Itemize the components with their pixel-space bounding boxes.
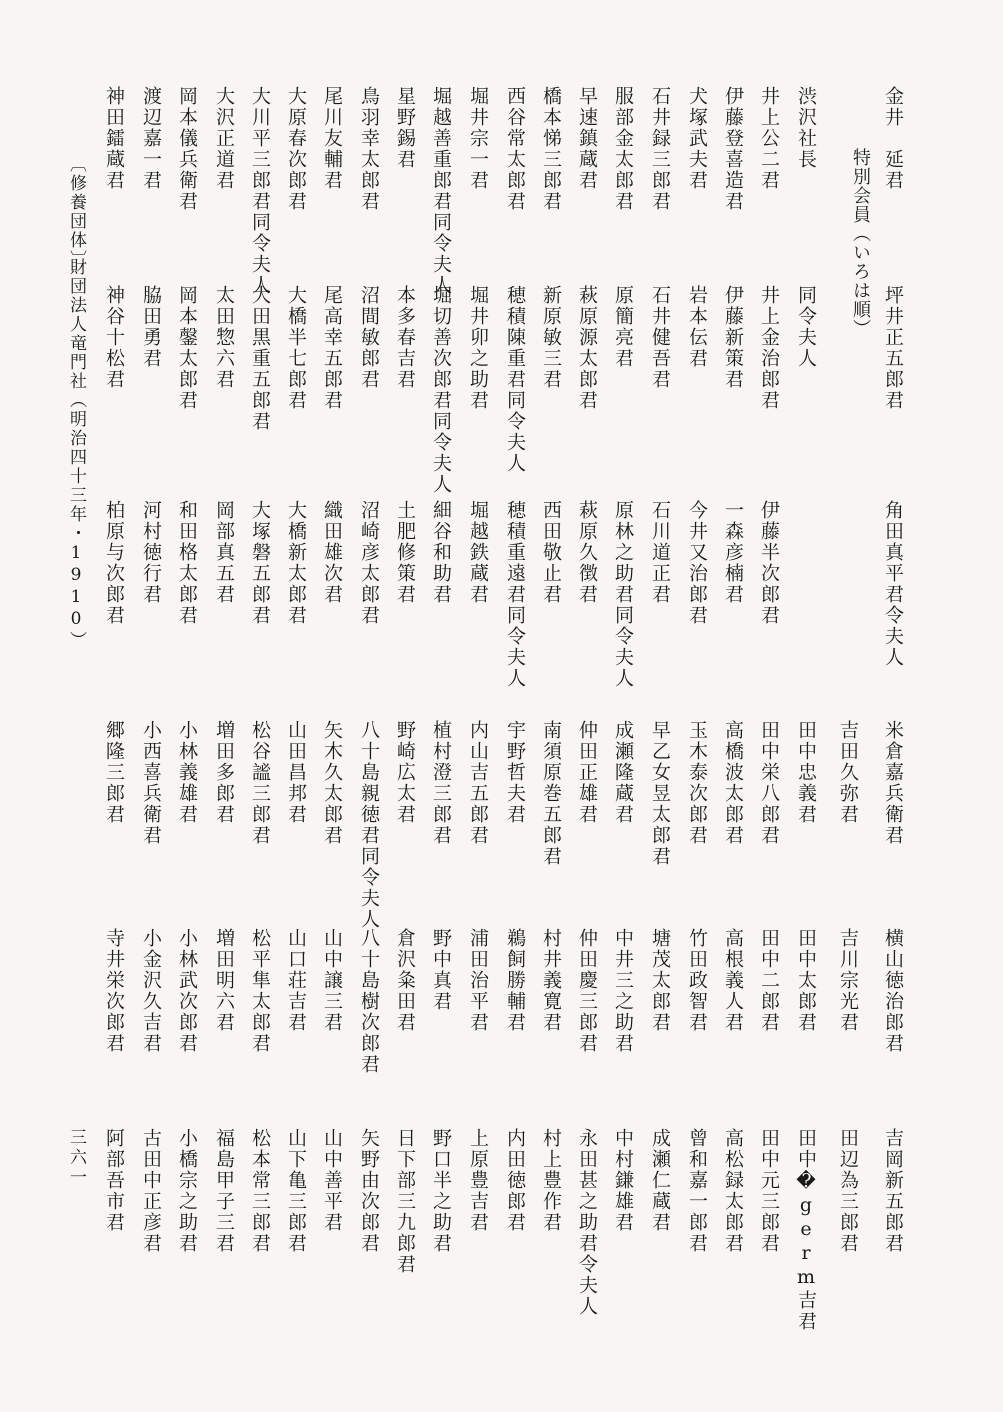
bottom-name-entry: 早乙女昱太郎君: [649, 720, 671, 867]
bottom-name-entry: 矢木久太郎君: [321, 720, 343, 846]
top-name-entry: 大田黒重五郎君: [249, 285, 271, 432]
top-name-entry: 柏原与次郎君: [103, 500, 125, 626]
top-name-entry: 穂積重遠君同令夫人: [504, 500, 526, 689]
top-name-entry: 岩本伝君: [686, 285, 708, 369]
bottom-name-entry: 小林義雄君: [176, 720, 198, 825]
bottom-name-entry: 曾和嘉一郎君: [686, 1128, 708, 1254]
bottom-name-entry: 米倉嘉兵衛君: [882, 720, 904, 846]
bottom-name-entry: 南須原巻五郎君: [540, 720, 562, 867]
bottom-name-entry: 小金沢久吉君: [140, 928, 162, 1054]
top-name-entry: 神谷十松君: [103, 285, 125, 390]
bottom-name-entry: 吉田久弥君: [837, 720, 859, 825]
bottom-name-entry: 野口半之助君: [430, 1128, 452, 1254]
top-name-entry: 角田真平君令夫人: [882, 500, 904, 668]
top-name-entry: 尾高幸五郎君: [321, 285, 343, 411]
top-name-entry: 土肥修策君: [394, 500, 416, 605]
bottom-name-entry: 松本常三郎君: [249, 1128, 271, 1254]
bottom-name-entry: 小西喜兵衛君: [140, 720, 162, 846]
top-name-entry: 伊藤半次郎君: [758, 500, 780, 626]
bottom-name-entry: 日下部三九郎君: [394, 1128, 416, 1275]
bottom-name-entry: 高根義人君: [722, 928, 744, 1033]
top-name-entry: 服部金太郎君: [612, 86, 634, 212]
top-name-entry: 沼間敏郎君: [358, 285, 380, 390]
bottom-name-entry: 阿部吾市君: [103, 1128, 125, 1233]
top-name-entry: 渋沢社長: [795, 86, 817, 170]
top-name-entry: 本多春吉君: [394, 285, 416, 390]
top-name-entry: 犬塚武夫君: [686, 86, 708, 191]
bottom-name-entry: 松谷謐三郎君: [249, 720, 271, 846]
bottom-name-entry: 永田甚之助君令夫人: [576, 1128, 598, 1317]
top-name-entry: 原林之助君同令夫人: [612, 500, 634, 689]
top-name-entry: 堀越善重郎君同令夫人: [430, 86, 452, 296]
top-name-entry: 萩原源太郎君: [576, 285, 598, 411]
bottom-name-entry: 中村鎌雄君: [612, 1128, 634, 1233]
top-name-entry: 大塚磐五郎君: [249, 500, 271, 626]
top-name-entry: 坪井正五郎君: [882, 285, 904, 411]
top-name-entry: 沼崎彦太郎君: [358, 500, 380, 626]
top-name-entry: 大川平三郎君同令夫人: [249, 86, 271, 296]
top-name-entry: 同令夫人: [795, 285, 817, 369]
top-name-entry: 大沢正道君: [213, 86, 235, 191]
top-name-entry: 太田惣六君: [213, 285, 235, 390]
top-name-entry: 石井録三郎君: [649, 86, 671, 212]
top-name-entry: 星野錫君: [394, 86, 416, 170]
top-name-entry: 脇田勇君: [140, 285, 162, 369]
bottom-name-entry: 高松録太郎君: [722, 1128, 744, 1254]
bottom-name-entry: 田中忠義君: [795, 720, 817, 825]
bottom-name-entry: 塘茂太郎君: [649, 928, 671, 1033]
top-name-entry: 堀井宗一君: [467, 86, 489, 191]
bottom-name-entry: 村井義寛君: [540, 928, 562, 1033]
bottom-name-entry: 古田中正彦君: [140, 1128, 162, 1254]
top-name-entry: 渡辺嘉一君: [140, 86, 162, 191]
bottom-name-entry: 山中善平君: [321, 1128, 343, 1233]
top-name-entry: 新原敏三君: [540, 285, 562, 390]
bottom-name-entry: 寺井栄次郎君: [103, 928, 125, 1054]
top-name-entry: 鳥羽幸太郎君: [358, 86, 380, 212]
top-name-entry: 萩原久徴君: [576, 500, 598, 605]
bottom-name-entry: 福島甲子三君: [213, 1128, 235, 1254]
page-number: 三六一: [66, 1128, 86, 1188]
bottom-name-entry: 浦田治平君: [467, 928, 489, 1033]
bottom-name-entry: 田中太郎君: [795, 928, 817, 1033]
footer-category: 〔修養団体〕: [66, 155, 86, 269]
bottom-name-entry: 小林武次郎君: [176, 928, 198, 1054]
top-name-entry: 大原春次郎君: [285, 86, 307, 212]
top-name-entry: 石川道正君: [649, 500, 671, 605]
bottom-name-entry: 山中譲三君: [321, 928, 343, 1033]
bottom-name-entry: 山下亀三郎君: [285, 1128, 307, 1254]
top-name-entry: 石井健吾君: [649, 285, 671, 390]
top-name-entry: 堀井卯之助君: [467, 285, 489, 411]
bottom-name-entry: 中井三之助君: [612, 928, 634, 1054]
top-name-entry: 金井 延君: [882, 86, 904, 191]
bottom-name-entry: 成瀬隆蔵君: [612, 720, 634, 825]
bottom-name-entry: 成瀬仁蔵君: [649, 1128, 671, 1233]
bottom-name-entry: 植村澄三郎君: [430, 720, 452, 846]
bottom-name-entry: 小橋宗之助君: [176, 1128, 198, 1254]
top-name-entry: 早速鎮蔵君: [576, 86, 598, 191]
bottom-name-entry: 山口荘吉君: [285, 928, 307, 1033]
top-name-entry: 穂積陳重君同令夫人: [504, 285, 526, 474]
bottom-name-entry: 宇野哲夫君: [504, 720, 526, 825]
top-name-entry: 和田格太郎君: [176, 500, 198, 626]
bottom-name-entry: 田中�germ吉君: [795, 1128, 817, 1332]
bottom-name-entry: 内山吉五郎君: [467, 720, 489, 846]
top-name-entry: 伊藤新策君: [722, 285, 744, 390]
bottom-name-entry: 田中二郎君: [758, 928, 780, 1033]
bottom-name-entry: 内田徳郎君: [504, 1128, 526, 1233]
bottom-name-entry: 八十島樹次郎君: [358, 928, 380, 1075]
bottom-name-entry: 仲田慶三郎君: [576, 928, 598, 1054]
bottom-name-entry: 田辺為三郎君: [837, 1128, 859, 1254]
top-name-entry: 西谷常太郎君: [504, 86, 526, 212]
top-name-entry: 大橋半七郎君: [285, 285, 307, 411]
top-name-entry: 織田雄次君: [321, 500, 343, 605]
top-name-entry: 岡部真五君: [213, 500, 235, 605]
top-name-entry: 原簡亮君: [612, 285, 634, 369]
top-name-entry: 一森彦楠君: [722, 500, 744, 605]
bottom-name-entry: 山田昌邦君: [285, 720, 307, 825]
footer-organization: 財団法人竜門社（明治四十三年・1910）: [66, 258, 86, 650]
bottom-name-entry: 吉岡新五郎君: [882, 1128, 904, 1254]
top-name-entry: 尾川友輔君: [321, 86, 343, 191]
bottom-name-entry: 鵜飼勝輔君: [504, 928, 526, 1033]
top-name-entry: 岡本鏧太郎君: [176, 285, 198, 411]
bottom-name-entry: 松平隼太郎君: [249, 928, 271, 1054]
top-name-entry: 西田敬止君: [540, 500, 562, 605]
bottom-name-entry: 吉川宗光君: [837, 928, 859, 1033]
top-name-entry: 井上公二君: [758, 86, 780, 191]
top-name-entry: 細谷和助君: [430, 500, 452, 605]
bottom-name-entry: 増田明六君: [213, 928, 235, 1033]
top-name-entry: 大橋新太郎君: [285, 500, 307, 626]
bottom-name-entry: 倉沢粂田君: [394, 928, 416, 1033]
bottom-name-entry: 田中栄八郎君: [758, 720, 780, 846]
bottom-name-entry: 上原豊吉君: [467, 1128, 489, 1233]
top-name-entry: 河村徳行君: [140, 500, 162, 605]
bottom-name-entry: 村上豊作君: [540, 1128, 562, 1233]
bottom-name-entry: 矢野由次郎君: [358, 1128, 380, 1254]
bottom-name-entry: 増田多郎君: [213, 720, 235, 825]
bottom-name-entry: 八十島親徳君同令夫人: [358, 720, 380, 930]
bottom-name-entry: 郷隆三郎君: [103, 720, 125, 825]
top-name-entry: 井上金治郎君: [758, 285, 780, 411]
top-name-entry: 伊藤登喜造君: [722, 86, 744, 212]
bottom-name-entry: 仲田正雄君: [576, 720, 598, 825]
top-name-entry: 今井又治郎君: [686, 500, 708, 626]
bottom-name-entry: 玉木泰次郎君: [686, 720, 708, 846]
top-name-entry: 神田鐳蔵君: [103, 86, 125, 191]
section-header: 特別会員（いろは順）: [850, 148, 871, 338]
top-name-entry: 堀切善次郎君同令夫人: [430, 285, 452, 495]
bottom-name-entry: 野中真君: [430, 928, 452, 1012]
top-name-entry: 岡本儀兵衛君: [176, 86, 198, 212]
bottom-name-entry: 横山徳治郎君: [882, 928, 904, 1054]
bottom-name-entry: 野崎広太君: [394, 720, 416, 825]
bottom-name-entry: 竹田政智君: [686, 928, 708, 1033]
bottom-name-entry: 田中元三郎君: [758, 1128, 780, 1254]
bottom-name-entry: 高橋波太郎君: [722, 720, 744, 846]
top-name-entry: 橋本悌三郎君: [540, 86, 562, 212]
top-name-entry: 堀越鉄蔵君: [467, 500, 489, 605]
